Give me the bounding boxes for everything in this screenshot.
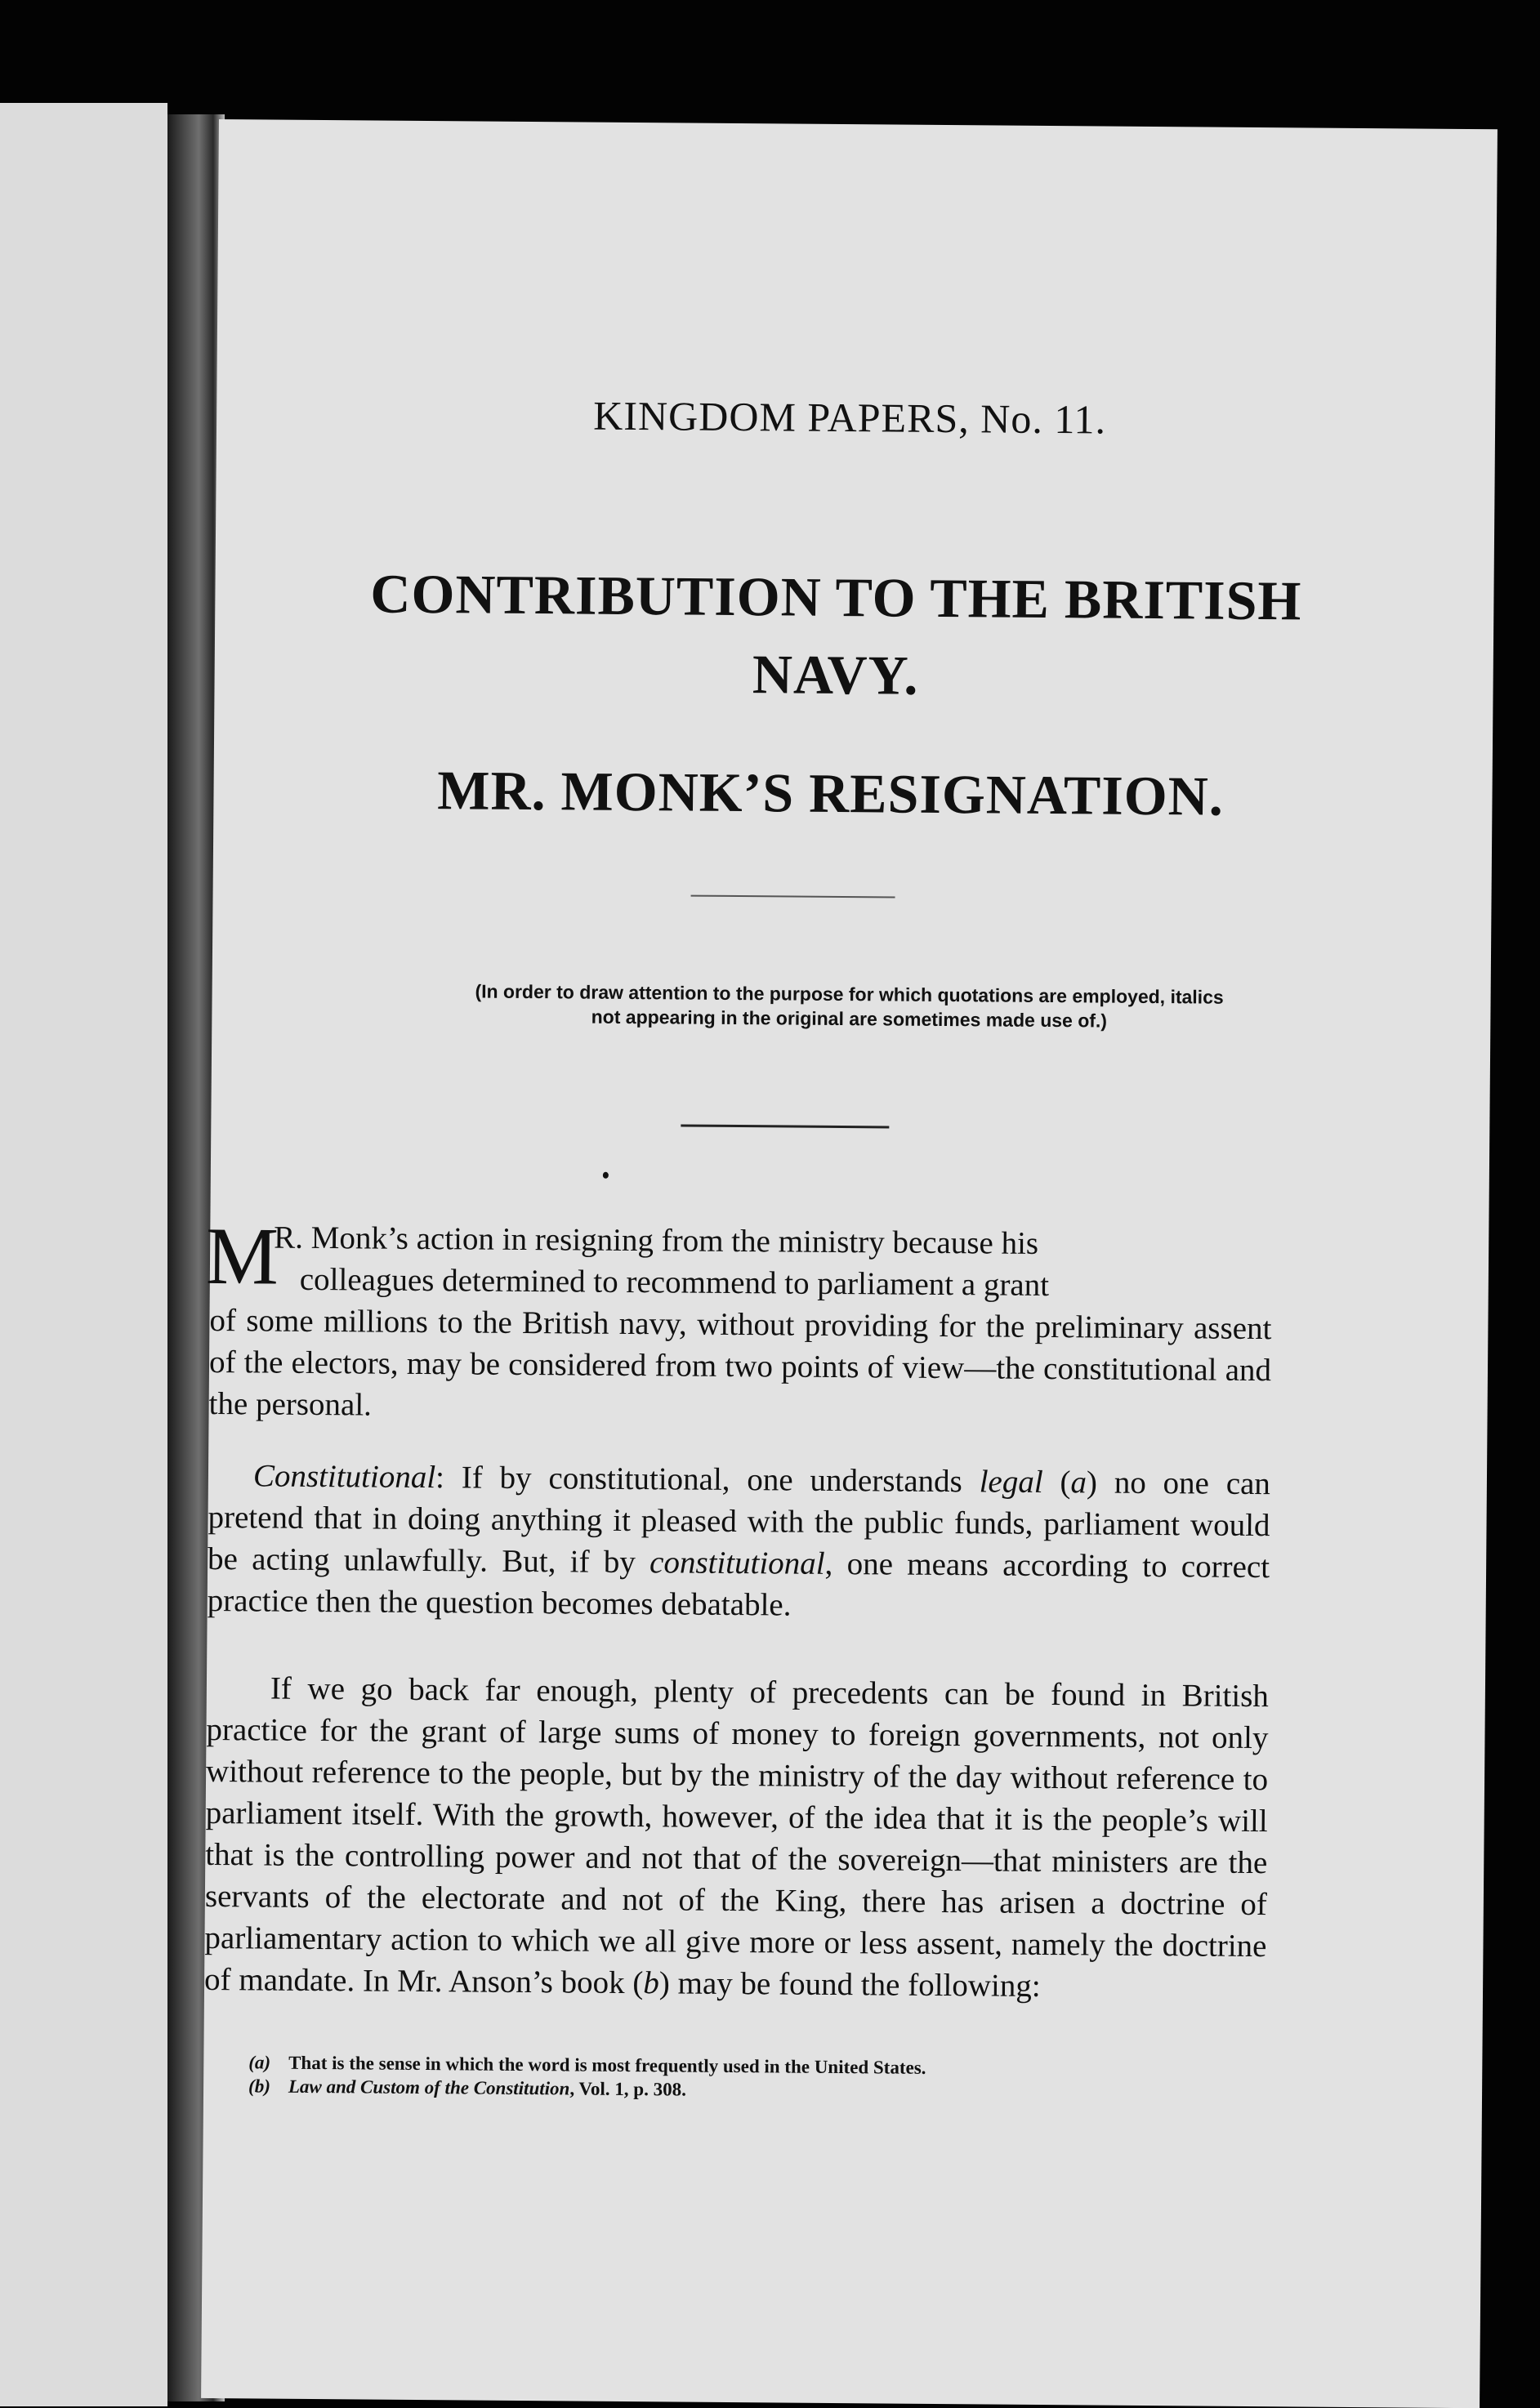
italics-note-line-1: (In order to draw attention to the purpose for which quotations are employed, italics: [475, 980, 1224, 1008]
paragraph-2: [208, 1455, 1271, 1630]
title-line-1: CONTRIBUTION TO THE BRITISH: [370, 562, 1302, 632]
paragraph-3-text: ) may be found the following:: [658, 1965, 1041, 2004]
subtitle: MR. MONK’S RESIGNATION.: [437, 759, 1225, 827]
paragraph-2-text: ) no one can pretend that in doing anything it pleased with the public funds, parliament would be acting unlawfully. But, if by: [207, 1465, 1271, 1581]
italic-term: legal: [979, 1464, 1043, 1500]
paragraph-1-rest: of some millions to the British navy, without providing for the preliminary assent of the electors, may be considered from two points of view—the constitutional and the personal.: [208, 1302, 1272, 1423]
paragraph-2-text: : If by constitutional, one understands: [435, 1460, 980, 1500]
paragraph-2-text: (: [1042, 1464, 1071, 1501]
paragraph-3: [204, 1667, 1269, 2009]
footnote-b-title: Law and Custom of the Constitution: [288, 2076, 570, 2099]
paragraph-2-text: , one means according to correct practice then the question becomes debatable.: [207, 1545, 1270, 1623]
footnote-a-mark: (a): [248, 2052, 271, 2073]
footnote-b-mark: (b): [248, 2076, 271, 2097]
paragraph-1-line-2: colleagues determined to recommend to parliament a grant: [299, 1261, 1050, 1304]
footnote-a-text: That is the sense in which the word is most frequently used in the United States.: [288, 2052, 926, 2078]
paragraph-1-line-1: R. Monk’s action in resigning from the ministry because his: [274, 1220, 1039, 1261]
drop-cap: M: [205, 1210, 279, 1302]
footnotes: [248, 2050, 1278, 2106]
italic-term: constitutional: [649, 1545, 825, 1581]
footnote-marker: b: [643, 1965, 660, 2001]
facing-page: [0, 103, 167, 2406]
italics-note: [285, 978, 1413, 1036]
divider-rule: [681, 1124, 889, 1128]
italic-term: Constitutional: [252, 1458, 436, 1496]
title-line-2: NAVY.: [752, 643, 919, 707]
footnote-marker: a: [1070, 1465, 1087, 1501]
paragraph-3-text: If we go back far enough, plenty of precedents can be found in British practice for the grant of large sums of money to foreign governments, not only without reference to the people, but by the ministry of the day without reference to parliament itself. With the growth, however, of the idea that it is the people’s will that is the controlling power and not that of the sovereign—that ministers are the servants of the electorate and not of the King, there has arisen a doctrine of parliamentary action to which we all give more or less assent, namely the doctrine of mandate. In Mr. Anson’s book (: [203, 1670, 1270, 2001]
series-heading: KINGDOM PAPERS, No. 11.: [593, 392, 1107, 443]
ink-speck: [603, 1172, 609, 1179]
paragraph-1: [208, 1258, 1272, 1433]
italics-note-line-2: not appearing in the original are sometimes made use of.): [591, 1006, 1108, 1032]
document-page: [201, 119, 1498, 2408]
footnote-b-ref: , Vol. 1, p. 308.: [569, 2078, 686, 2100]
divider-rule: [691, 895, 895, 899]
page-content: [203, 119, 1498, 2100]
